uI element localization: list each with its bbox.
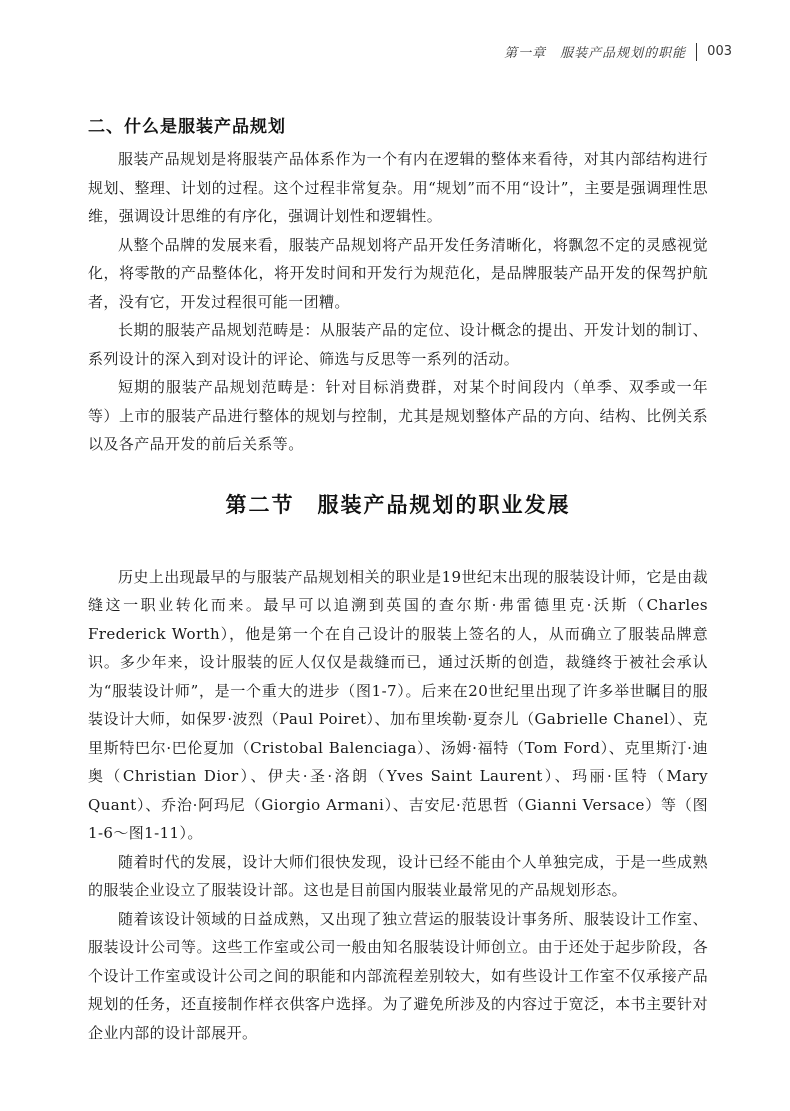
paragraph: 短期的服装产品规划范畴是：针对目标消费群，对某个时间段内（单季、双季或一年等）上市的服装产品进行整体的规划与控制，尤其是规划整体产品的方向、结构、比例关系以及各产品开发的前后关系等。 (88, 378, 708, 453)
paragraph: 历史上出现最早的与服装产品规划相关的职业是19世纪末出现的服装设计师，它是由裁缝这一职业转化而来。最早可以追溯到英国的查尔斯·弗雷德里克·沃斯（Charles Frederick Worth），他是第一个在自己设计的服装上签名的人，从而确立了服装品牌意识。多少年来，设计服装的匠人仅仅是裁缝而已，通过沃斯的创造，裁缝终于被社会承认为“服装设计师”，是一个重大的进步（图1-7）。后来在20世纪里出现了许多举世瞩目的服装设计大师，如保罗·波烈（Paul Poiret）、加布里埃勒·夏奈儿（Gabrielle Chanel）、克里斯特巴尔·巴伦夏加（Cristobal Balenciaga）、汤姆·福特（Tom Ford）、克里斯汀·迪奥（Christian Dior）、伊夫·圣·洛朗（Yves Saint Laurent）、玛丽·匡特（Mary Quant）、乔治·阿玛尼（Giorgio Armani）、吉安尼·范思哲（Gianni Versace）等（图1-6～图1-11）。 (88, 567, 708, 842)
paragraph: 长期的服装产品规划范畴是：从服装产品的定位、设计概念的提出、开发计划的制订、系列设计的深入到对设计的评论、筛选与反思等一系列的活动。 (88, 321, 708, 368)
paragraph: 从整个品牌的发展来看，服装产品规划将产品开发任务清晰化，将飘忽不定的灵感视觉化，将零散的产品整体化，将开发时间和开发行为规范化，是品牌服装产品开发的保驾护航者，没有它，开发过程很可能一团糟。 (88, 235, 708, 311)
paragraph: 服装产品规划是将服装产品体系作为一个有内在逻辑的整体来看待，对其内部结构进行规划、整理、计划的过程。这个过程非常复杂。用“规划”而不用“设计”，主要是强调理性思维，强调设计思维的有序化，强调计划性和逻辑性。 (88, 150, 708, 225)
page-number: 003 (707, 44, 732, 59)
section-heading: 第二节 服装产品规划的职业发展 (225, 492, 571, 517)
paragraph: 随着时代的发展，设计大师们很快发现，设计已经不能由个人单独完成，于是一些成熟的服装企业设立了服装设计部。这也是目前国内服装业最常见的产品规划形态。 (88, 852, 708, 899)
paragraph: 随着该设计领域的日益成熟，又出现了独立营运的服装设计事务所、服装设计工作室、服装设计公司等。这些工作室或公司一般由知名服装设计师创立。由于还处于起步阶段，各个设计工作室或设计公司之间的职能和内部流程差别较大，如有些设计工作室不仅承接产品规划的任务，还直接制作样衣供客户选择。为了避免所涉及的内容过于宽泛，本书主要针对企业内部的设计部展开。 (88, 909, 708, 1042)
header-divider (696, 43, 697, 61)
chapter-title: 第一章 服装产品规划的职能 (504, 46, 687, 61)
subsection-heading: 二、什么是服装产品规划 (88, 117, 286, 137)
running-header (504, 42, 732, 61)
page-body (88, 112, 708, 1047)
